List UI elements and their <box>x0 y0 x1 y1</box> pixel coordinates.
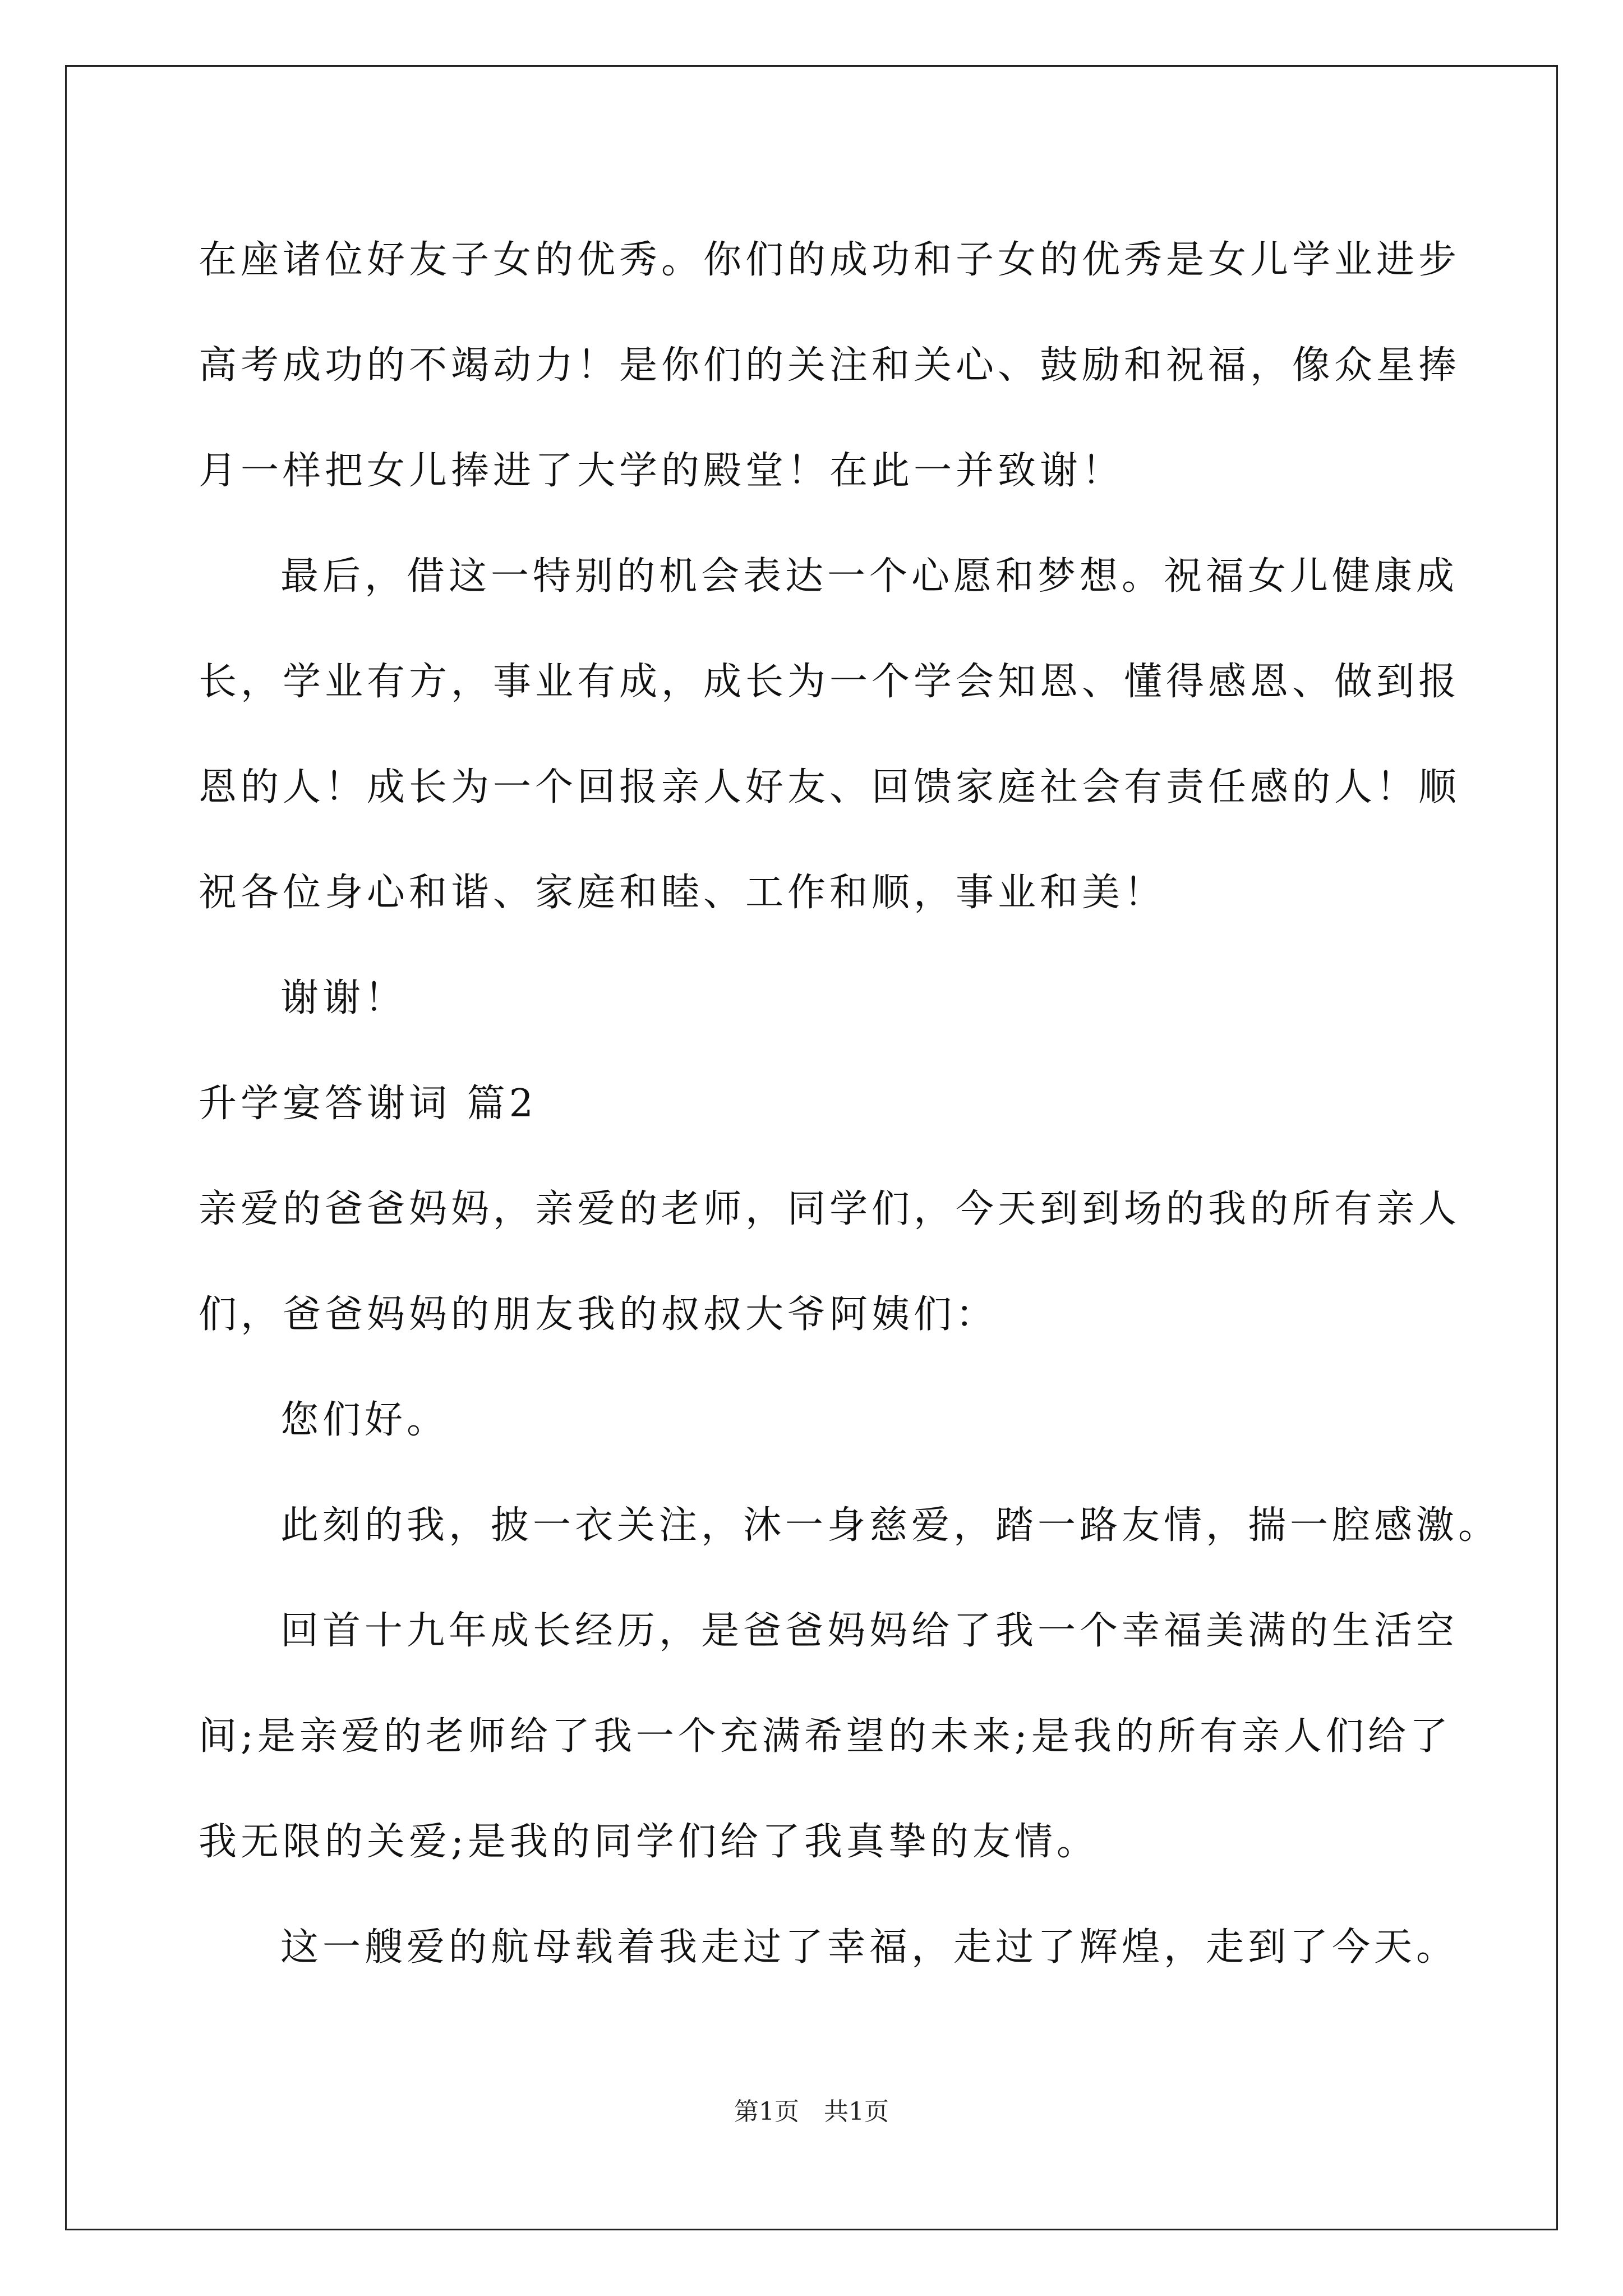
text-line-6: 恩的人！成长为一个回报亲人好友、回馈家庭社会有责任感的人！顺 <box>199 765 1461 809</box>
text-line-2: 高考成功的不竭动力！是你们的关注和关心、鼓励和祝福，像众星捧 <box>199 343 1461 388</box>
text-line-8: 谢谢！ <box>280 976 407 1020</box>
document-body <box>199 208 1501 2000</box>
text-line-1: 在座诸位好友子女的优秀。你们的成功和子女的优秀是女儿学业进步 <box>199 238 1461 282</box>
text-line-12: 您们好。 <box>280 1398 449 1442</box>
text-line-15: 间;是亲爱的老师给了我一个充满希望的未来;是我的所有亲人们给了 <box>199 1714 1452 1759</box>
text-line-10: 亲爱的爸爸妈妈，亲爱的老师，同学们，今天到到场的我的所有亲人 <box>199 1187 1461 1231</box>
text-line-16: 我无限的关爱;是我的同学们给了我真挚的友情。 <box>199 1820 1099 1864</box>
text-line-17: 这一艘爱的航母载着我走过了幸福，走过了辉煌，走到了今天。 <box>280 1925 1459 1970</box>
page-footer <box>0 2091 1623 2127</box>
text-line-7: 祝各位身心和谐、家庭和睦、工作和顺，事业和美！ <box>199 871 1166 915</box>
text-line-14: 回首十九年成长经历，是爸爸妈妈给了我一个幸福美满的生活空 <box>280 1609 1459 1653</box>
text-line-13: 此刻的我，披一衣关注，沐一身慈爱，踏一路友情，揣一腔感激。 <box>280 1503 1501 1548</box>
text-line-4: 最后，借这一特别的机会表达一个心愿和梦想。祝福女儿健康成 <box>280 554 1459 599</box>
text-line-11: 们，爸爸妈妈的朋友我的叔叔大爷阿姨们： <box>199 1292 998 1337</box>
section-heading: 升学宴答谢词 篇2 <box>199 1082 537 1126</box>
page-number: 第1页 <box>734 2097 799 2126</box>
text-line-5: 长，学业有方，事业有成，成长为一个学会知恩、懂得感恩、做到报 <box>199 660 1461 704</box>
text-line-3: 月一样把女儿捧进了大学的殿堂！在此一并致谢！ <box>199 449 1124 493</box>
page-total: 共1页 <box>824 2097 889 2126</box>
